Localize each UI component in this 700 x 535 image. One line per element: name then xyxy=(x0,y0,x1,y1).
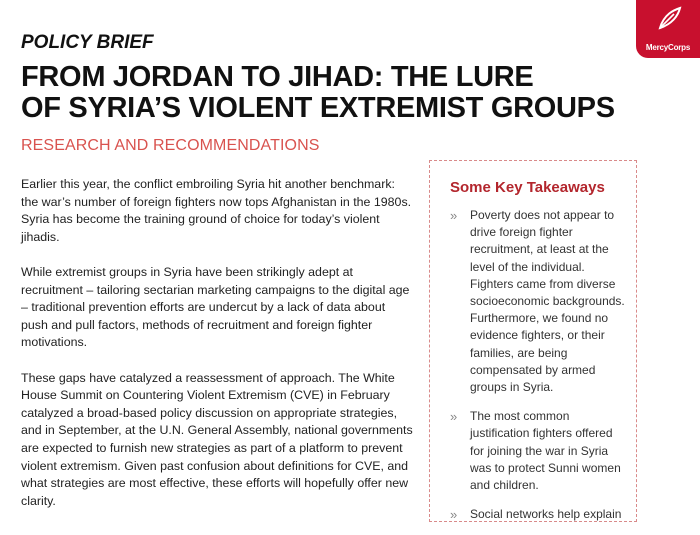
double-chevron-icon: » xyxy=(450,507,458,523)
list-item xyxy=(448,408,628,494)
takeaways-title: Some Key Takeaways xyxy=(450,179,605,196)
takeaways-list xyxy=(448,207,628,535)
list-item xyxy=(448,506,628,523)
takeaway-text: The most common justification fighters offered for joining the war in Syria was to protect Sunni women and children. xyxy=(470,409,621,493)
paragraph-1: Earlier this year, the conflict embroiling Syria hit another benchmark: the war’s number of foreign fighters now tops Afghanistan in the 1980s. Syria has become the training ground of choice for today’s violent jihadis. xyxy=(21,177,412,244)
document-subtitle: RESEARCH AND RECOMMENDATIONS xyxy=(21,137,320,154)
double-chevron-icon: » xyxy=(450,409,458,425)
document-kicker: POLICY BRIEF xyxy=(21,32,154,53)
mercy-corps-logo xyxy=(636,0,700,58)
takeaway-text: Social networks help explain xyxy=(470,507,622,522)
leaf-emblem-icon xyxy=(654,4,684,34)
title-line-2: OF SYRIA’S VIOLENT EXTREMIST GROUPS xyxy=(21,92,615,124)
paragraph-2: While extremist groups in Syria have been strikingly adept at recruitment – tailoring sectarian marketing campaigns to the digital age – traditional prevention efforts are undercut by a lack of data about push and pull factors, methods of recruitment and foreign fighter motivations. xyxy=(21,264,410,350)
takeaway-text: Poverty does not appear to drive foreign fighter recruitment, at least at the level of the individual. Fighters came from diverse socioeconomic backgrounds. Furthermore, we found no evidence fighters, or their families, are being compensated by armed groups in Syria. xyxy=(470,208,625,395)
paragraph-3: These gaps have catalyzed a reassessment of approach. The White House Summit on Countering Violent Extremism (CVE) in February catalyzed a broad-based policy discussion on appropriate strategies, and in September, at the U.N. General Assembly, national governments are expected to furnish new strategies as part of a platform to prevent violent extremism. Given past confusion about definitions for CVE, and what strategies are most effective, these efforts will hopefully offer new clarity. xyxy=(21,370,413,508)
body-text xyxy=(21,176,413,528)
list-item xyxy=(448,207,628,396)
key-takeaways-box xyxy=(429,160,637,522)
double-chevron-icon: » xyxy=(450,208,458,223)
document-title xyxy=(21,62,661,124)
logo-wordmark: MercyCorps xyxy=(645,43,691,52)
title-line-1: FROM JORDAN TO JIHAD: THE LURE xyxy=(21,61,534,93)
